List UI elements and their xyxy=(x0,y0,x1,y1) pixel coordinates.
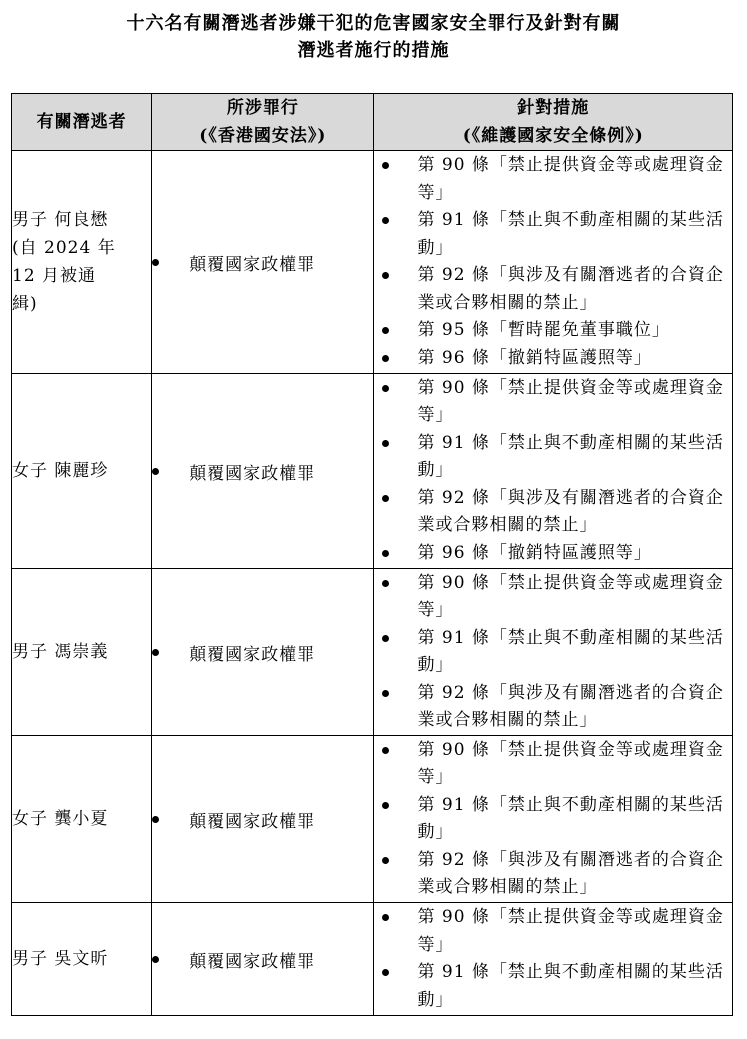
person-cell xyxy=(12,374,152,569)
person-name: 男子 馮崇義 xyxy=(12,642,109,662)
document-title xyxy=(0,10,747,64)
bullet-icon xyxy=(382,802,389,809)
list-item: 第 90 條「禁止提供資金等或處理資金等」 xyxy=(382,737,724,792)
header-person-label: 有關潛逃者 xyxy=(36,112,127,132)
list-item: 第 91 條「禁止與不動產相關的某些活動」 xyxy=(382,959,724,1014)
offence-cell xyxy=(152,569,374,736)
list-item: 第 96 條「撤銷特區護照等」 xyxy=(382,345,724,373)
person-note: (自 2024 年 xyxy=(12,238,116,258)
list-item: 第 95 條「暫時罷免董事職位」 xyxy=(382,317,724,345)
offence-text: 顛覆國家政權罪 xyxy=(189,463,316,484)
person-name: 女子 龔小夏 xyxy=(12,809,109,829)
bullet-icon xyxy=(382,857,389,864)
person-note: 緝) xyxy=(12,294,38,314)
measures-cell xyxy=(374,151,733,374)
absconders-table xyxy=(11,93,733,1016)
list-item: 第 96 條「撤銷特區護照等」 xyxy=(382,540,724,568)
table-row xyxy=(12,903,733,1016)
list-item: 第 90 條「禁止提供資金等或處理資金等」 xyxy=(382,570,724,625)
header-offence-label: 所涉罪行 xyxy=(226,98,299,118)
header-measures xyxy=(374,94,733,151)
table-row xyxy=(12,569,733,736)
bullet-icon xyxy=(382,969,389,976)
bullet-icon xyxy=(382,914,389,921)
bullet-icon xyxy=(382,272,389,279)
bullet-icon xyxy=(152,649,159,656)
person-note: 12 月被通 xyxy=(12,266,97,286)
offence-cell xyxy=(152,903,374,1016)
list-item: 第 91 條「禁止與不動產相關的某些活動」 xyxy=(382,207,724,262)
list-item: 第 92 條「與涉及有關潛逃者的合資企業或合夥相關的禁止」 xyxy=(382,847,724,902)
bullet-icon xyxy=(382,162,389,169)
bullet-icon xyxy=(382,747,389,754)
table-row xyxy=(12,736,733,903)
title-line-2: 潛逃者施行的措施 xyxy=(297,40,450,61)
person-cell xyxy=(12,736,152,903)
bullet-icon xyxy=(152,956,159,963)
bullet-icon xyxy=(382,495,389,502)
bullet-icon xyxy=(382,327,389,334)
offence-cell xyxy=(152,736,374,903)
header-measures-sublabel: (《維護國家安全條例》) xyxy=(462,126,644,146)
table-row xyxy=(12,151,733,374)
offence-text: 顛覆國家政權罪 xyxy=(189,254,316,275)
person-name: 男子 何良懋 xyxy=(12,210,109,230)
title-line-1: 十六名有關潛逃者涉嫌干犯的危害國家安全罪行及針對有關 xyxy=(126,13,621,34)
offence-cell xyxy=(152,374,374,569)
person-cell xyxy=(12,151,152,374)
header-measures-label: 針對措施 xyxy=(517,98,590,118)
measures-cell xyxy=(374,374,733,569)
list-item: 第 90 條「禁止提供資金等或處理資金等」 xyxy=(382,375,724,430)
person-name: 男子 吳文昕 xyxy=(12,949,109,969)
offence-text: 顛覆國家政權罪 xyxy=(189,951,316,972)
table-row xyxy=(12,374,733,569)
list-item: 第 92 條「與涉及有關潛逃者的合資企業或合夥相關的禁止」 xyxy=(382,680,724,735)
measures-cell xyxy=(374,569,733,736)
person-cell xyxy=(12,569,152,736)
header-offence xyxy=(152,94,374,151)
bullet-icon xyxy=(382,440,389,447)
person-name: 女子 陳麗珍 xyxy=(12,461,109,481)
bullet-icon xyxy=(152,816,159,823)
list-item: 第 90 條「禁止提供資金等或處理資金等」 xyxy=(382,152,724,207)
list-item: 第 92 條「與涉及有關潛逃者的合資企業或合夥相關的禁止」 xyxy=(382,262,724,317)
offence-cell xyxy=(152,151,374,374)
bullet-icon xyxy=(382,635,389,642)
measures-cell xyxy=(374,903,733,1016)
list-item: 第 90 條「禁止提供資金等或處理資金等」 xyxy=(382,904,724,959)
offence-text: 顛覆國家政權罪 xyxy=(189,644,316,665)
header-offence-sublabel: (《香港國安法》) xyxy=(199,126,327,146)
list-item: 第 91 條「禁止與不動產相關的某些活動」 xyxy=(382,430,724,485)
bullet-icon xyxy=(382,385,389,392)
list-item: 第 91 條「禁止與不動產相關的某些活動」 xyxy=(382,625,724,680)
list-item: 第 92 條「與涉及有關潛逃者的合資企業或合夥相關的禁止」 xyxy=(382,485,724,540)
header-person xyxy=(12,94,152,151)
offence-text: 顛覆國家政權罪 xyxy=(189,811,316,832)
measures-cell xyxy=(374,736,733,903)
bullet-icon xyxy=(152,468,159,475)
bullet-icon xyxy=(382,690,389,697)
person-cell xyxy=(12,903,152,1016)
bullet-icon xyxy=(382,550,389,557)
bullet-icon xyxy=(382,355,389,362)
bullet-icon xyxy=(382,217,389,224)
list-item: 第 91 條「禁止與不動產相關的某些活動」 xyxy=(382,792,724,847)
bullet-icon xyxy=(152,259,159,266)
table-header-row xyxy=(12,94,733,151)
bullet-icon xyxy=(382,580,389,587)
